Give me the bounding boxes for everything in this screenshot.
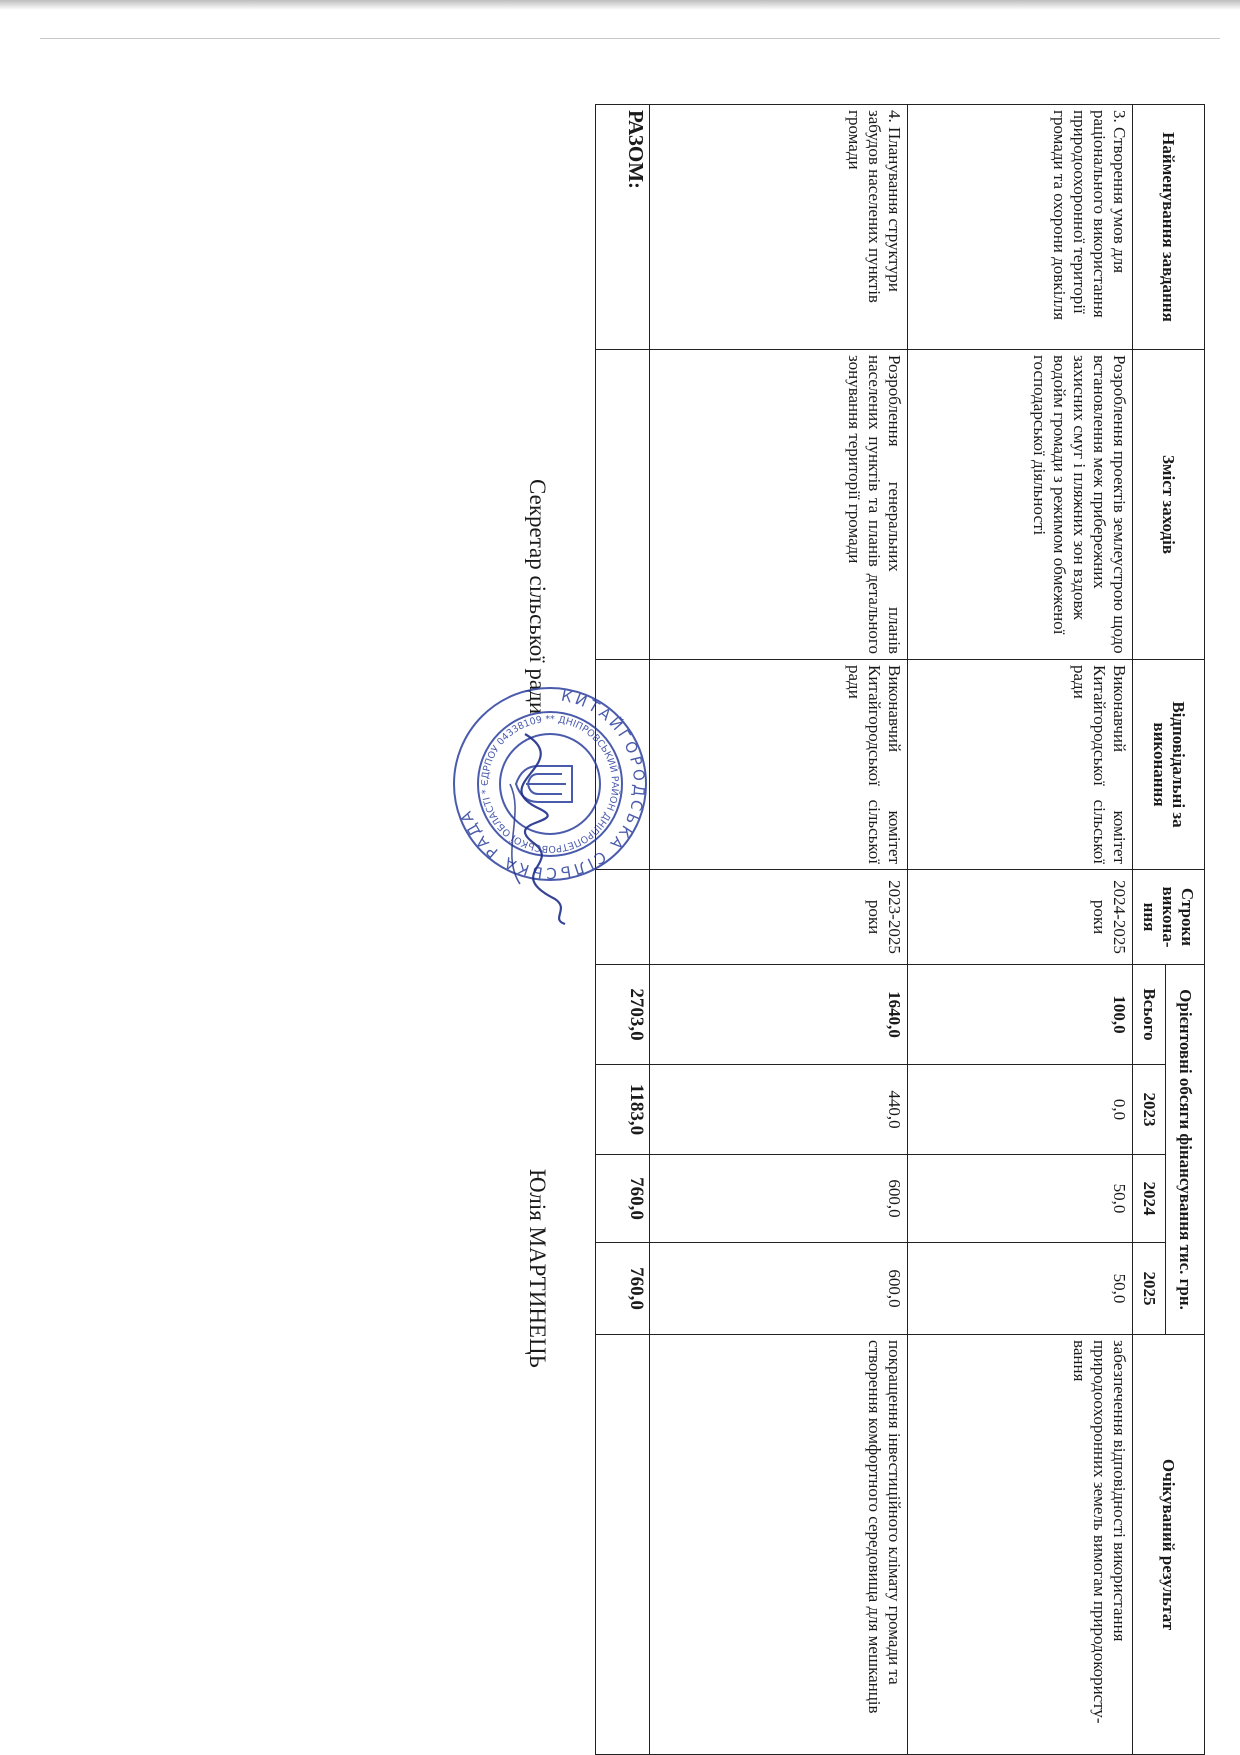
header-name: Найменування завдання <box>1133 105 1205 350</box>
plan-table <box>595 104 1205 1755</box>
rotated-page <box>456 104 1205 1754</box>
task-terms: 2023-2025 роки <box>650 870 908 965</box>
header-financing: Орієнтовні обсяги фінансування тис. грн. <box>1166 965 1205 1335</box>
task-2025: 600,0 <box>650 1243 908 1335</box>
task-terms: 2024-2025 роки <box>908 870 1133 965</box>
task-2023: 0,0 <box>908 1065 1133 1155</box>
task-2025: 50,0 <box>908 1243 1133 1335</box>
scan-edge <box>0 0 1240 10</box>
task-responsible: Виконавчий комітет Китайгородської сільської ради <box>650 660 908 870</box>
task-content: Розроблення проектів землеустрою щодо встановлення меж прибережних захисних смуг і пляжних зон вздовж водойм громади з режимом обмеженої господарської діяльності <box>908 350 1133 660</box>
header-2023: 2023 <box>1133 1065 1166 1155</box>
svg-text:* ДНІПРОВСЬКИЙ РАЙОН ДНІПРОПЕТ: * ДНІПРОВСЬКИЙ РАЙОН ДНІПРОПЕТРОВСЬКОЇ ОБЛАСТІ * ЄДРПОУ 04338109 * <box>479 713 621 855</box>
task-result: забезпечення відповідності використання природоохоронних земель вимогам природокористу-вання <box>908 1335 1133 1755</box>
totals-empty <box>596 1335 650 1755</box>
task-2024: 50,0 <box>908 1155 1133 1243</box>
handwritten-signature <box>475 724 595 934</box>
signature-title: Секретар сільської ради <box>525 479 550 715</box>
signature-name: Юлія МАРТИНЕЦЬ <box>525 1169 550 1368</box>
header-terms: Строки викона-ння <box>1133 870 1205 965</box>
task-name: 4. Планування структури забудов населених пунктів громади <box>650 105 908 350</box>
svg-text:КИТАЙГОРОДСЬКА СІЛЬСЬКА РАДА: КИТАЙГОРОДСЬКА СІЛЬСЬКА РАДА <box>456 686 649 883</box>
task-2023: 440,0 <box>650 1065 908 1155</box>
table-row <box>908 105 1133 1755</box>
task-2024: 600,0 <box>650 1155 908 1243</box>
task-total: 1640,0 <box>650 965 908 1065</box>
task-result: покращення інвестиційного клімату громади та створення комфортного середовища для мешканців <box>650 1335 908 1755</box>
totals-total: 2703,0 <box>596 965 650 1065</box>
scan-line <box>40 38 1220 39</box>
task-content: Розроблення генеральних планів населених пунктів та планів детального зонування території громади <box>650 350 908 660</box>
task-responsible: Виконавчий комітет Китайгородської сільської ради <box>908 660 1133 870</box>
header-responsible: Відповідальні за виконання <box>1133 660 1205 870</box>
header-2025: 2025 <box>1133 1243 1166 1335</box>
header-content: Зміст заходів <box>1133 350 1205 660</box>
header-total: Всього <box>1133 965 1166 1065</box>
task-total: 100,0 <box>908 965 1133 1065</box>
totals-2024: 760,0 <box>596 1155 650 1243</box>
totals-empty <box>596 350 650 660</box>
totals-2025: 760,0 <box>596 1243 650 1335</box>
totals-2023: 1183,0 <box>596 1065 650 1155</box>
totals-label: РАЗОМ: <box>596 105 650 350</box>
header-result: Очікуваний результат <box>1133 1335 1205 1755</box>
header-2024: 2024 <box>1133 1155 1166 1243</box>
table-row <box>650 105 908 1755</box>
totals-row <box>596 105 650 1755</box>
task-name: 3. Створення умов для раціонального використання природоохоронної території громади та охорони довкілля <box>908 105 1133 350</box>
